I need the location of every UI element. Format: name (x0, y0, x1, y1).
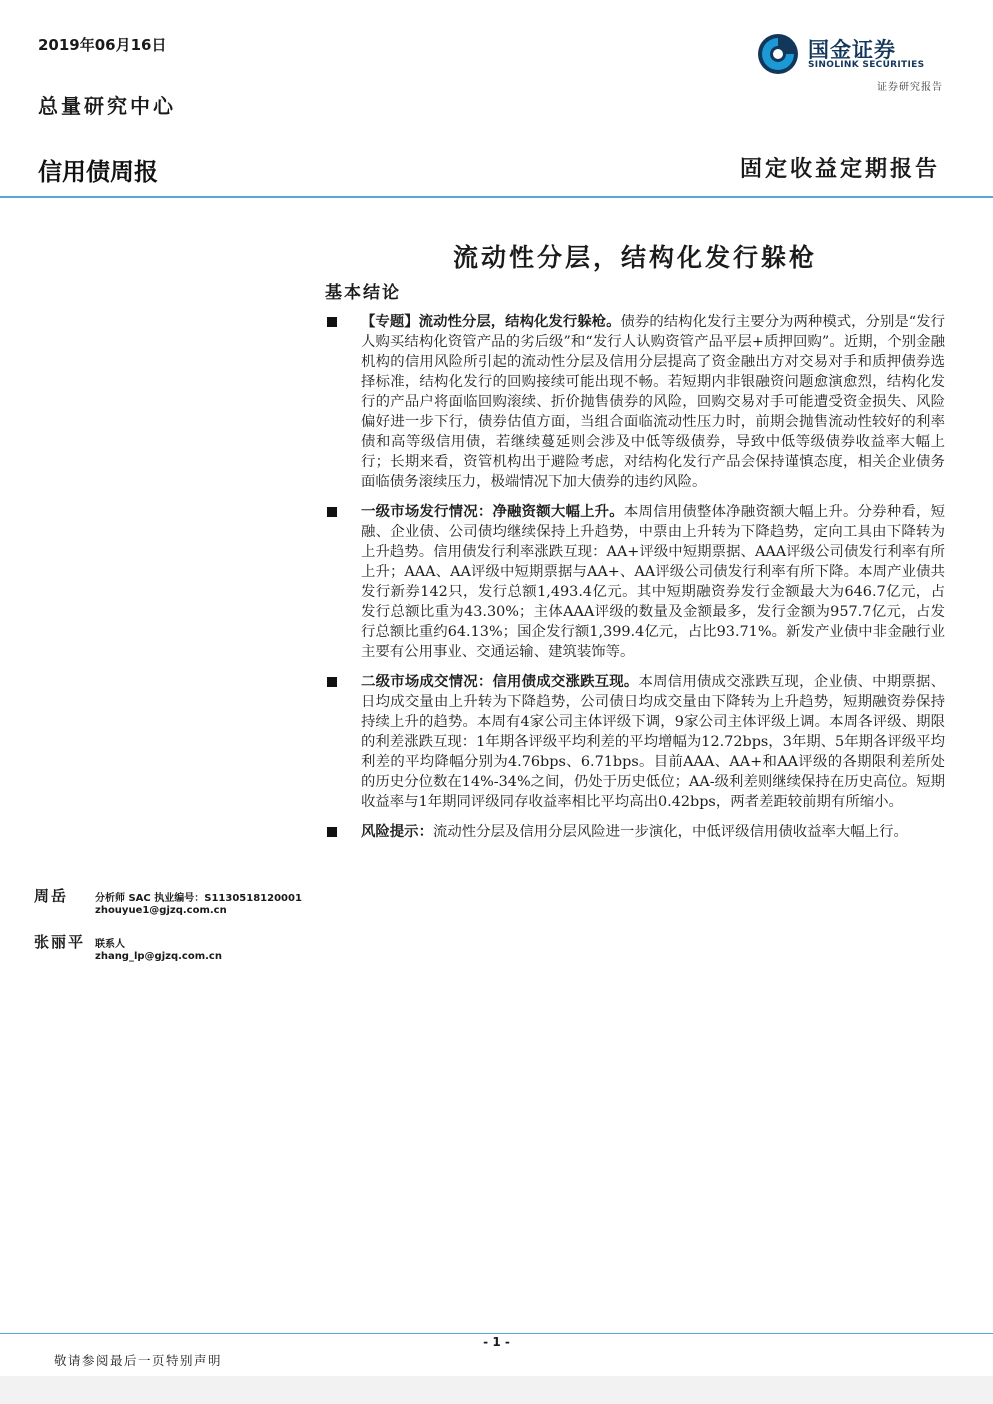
section-heading: 基本结论 (325, 283, 401, 303)
company-logo (756, 30, 946, 78)
square-bullet-icon (327, 317, 337, 327)
analyst-email[interactable]: zhouyue1@gjzq.com.cn (95, 905, 227, 916)
analyst-email[interactable]: zhang_lp@gjzq.com.cn (95, 951, 222, 962)
square-bullet-icon (327, 507, 337, 517)
point-text: 本周信用债整体净融资额大幅上升。分券种看，短融、企业债、公司债均继续保持上升趋势，中票由上升转为下降趋势，定向工具由下降转为上升趋势。信用债发行利率涨跌互现：AA+评级中短期票据、AAA评级公司债发行利率有所上升；AAA、AA评级中短期票据与AA+、AA评级公司债发行利率有所下降。本周产业债共发行新券142只，发行总额1,493.4亿元。其中短期融资券发行金额最大为646.7亿元，占发行总额比重为43.30%；主体AAA评级的数量及金额最多，发行金额为957.7亿元，占发行总额比重约64.13%；国企发行额1,399.4亿元，占比93.71%。新发产业债中非金融行业主要有公用事业、交通运输、建筑装饰等。 (361, 504, 945, 660)
report-category: 固定收益定期报告 (739, 156, 940, 182)
point-text: 流动性分层及信用分层风险进一步演化，中低评级信用债收益率大幅上行。 (432, 824, 908, 840)
analyst-role: 分析师 SAC 执业编号：S1130518120001 (95, 893, 302, 904)
list-item (325, 312, 945, 492)
list-item (325, 822, 945, 842)
point-lead: 二级市场成交情况：信用债成交涨跌互现。 (361, 673, 639, 690)
footer-divider (0, 1333, 993, 1334)
point-lead: 风险提示： (361, 823, 433, 840)
report-series-title: 信用债周报 (38, 158, 158, 186)
header-divider (0, 196, 993, 198)
page-title: 流动性分层，结构化发行躲枪 (452, 243, 817, 272)
department-name: 总量研究中心 (38, 94, 176, 118)
report-type-label: 证券研究报告 (877, 82, 943, 93)
analyst-info (34, 885, 324, 977)
square-bullet-icon (327, 827, 337, 837)
page-bottom-band (0, 1376, 993, 1404)
page-number: - 1 - (483, 1335, 510, 1349)
sinolink-logo-icon (756, 32, 800, 76)
logo-english-name: SINOLINK SECURITIES (808, 60, 925, 70)
square-bullet-icon (327, 677, 337, 687)
point-text: 债券的结构化发行主要分为两种模式，分别是“发行人购买结构化资管产品的劣后级”和“发行人认购资管产品平层+质押回购”。近期，个别金融机构的信用风险所引起的流动性分层及信用分层提高了资金融出方对交易对手和质押债券选择标准，结构化发行的回购接续可能出现不畅。若短期内非银融资问题愈演愈烈，结构化发行的产品户将面临回购滚续、折价抛售债券的风险，回购交易对手可能遭受资金损失、风险偏好进一步下行，债券估值方面，当组合面临流动性压力时，前期会抛售流动性较好的利率债和高等级信用债，若继续蔓延则会涉及中低等级债券，导致中低等级债券收益率大幅上行；长期来看，资管机构出于避险考虑，对结构化发行产品会保持谨慎态度，相关企业债务面临债务滚续压力，极端情况下加大债券的违约风险。 (361, 314, 945, 490)
disclaimer-note: 敬请参阅最后一页特别声明 (54, 1353, 223, 1368)
logo-chinese-name: 国金证券 (808, 38, 896, 62)
list-item (325, 672, 945, 812)
key-points-list (325, 312, 945, 852)
point-lead: 【专题】流动性分层，结构化发行躲枪。 (361, 313, 621, 330)
list-item (325, 502, 945, 662)
report-date: 2019年06月16日 (38, 36, 167, 54)
analyst-name: 周岳 (34, 887, 69, 905)
analyst-row (34, 931, 324, 977)
point-lead: 一级市场发行情况：净融资额大幅上升。 (361, 503, 624, 520)
analyst-name: 张丽平 (34, 933, 86, 951)
analyst-row (34, 885, 324, 931)
point-text: 本周信用债成交涨跌互现，企业债、中期票据、日均成交量由上升转为下降趋势，公司债日均成交量由下降转为上升趋势，短期融资券保持持续上升的趋势。本周有4家公司主体评级下调，9家公司主体评级上调。本周各评级、期限的利差涨跌互现：1年期各评级平均利差的平均增幅为12.72bps，3年期、5年期各评级平均利差的平均降幅分别为4.76bps、6.71bps。目前AAA、AA+和AA评级的各期限利差所处的历史分位数在14%-34%之间，仍处于历史低位；AA-级利差则继续保持在历史高位。短期收益率与1年期同评级同存收益率相比平均高出0.42bps，两者差距较前期有所缩小。 (361, 674, 945, 810)
analyst-role: 联系人 (95, 939, 125, 950)
